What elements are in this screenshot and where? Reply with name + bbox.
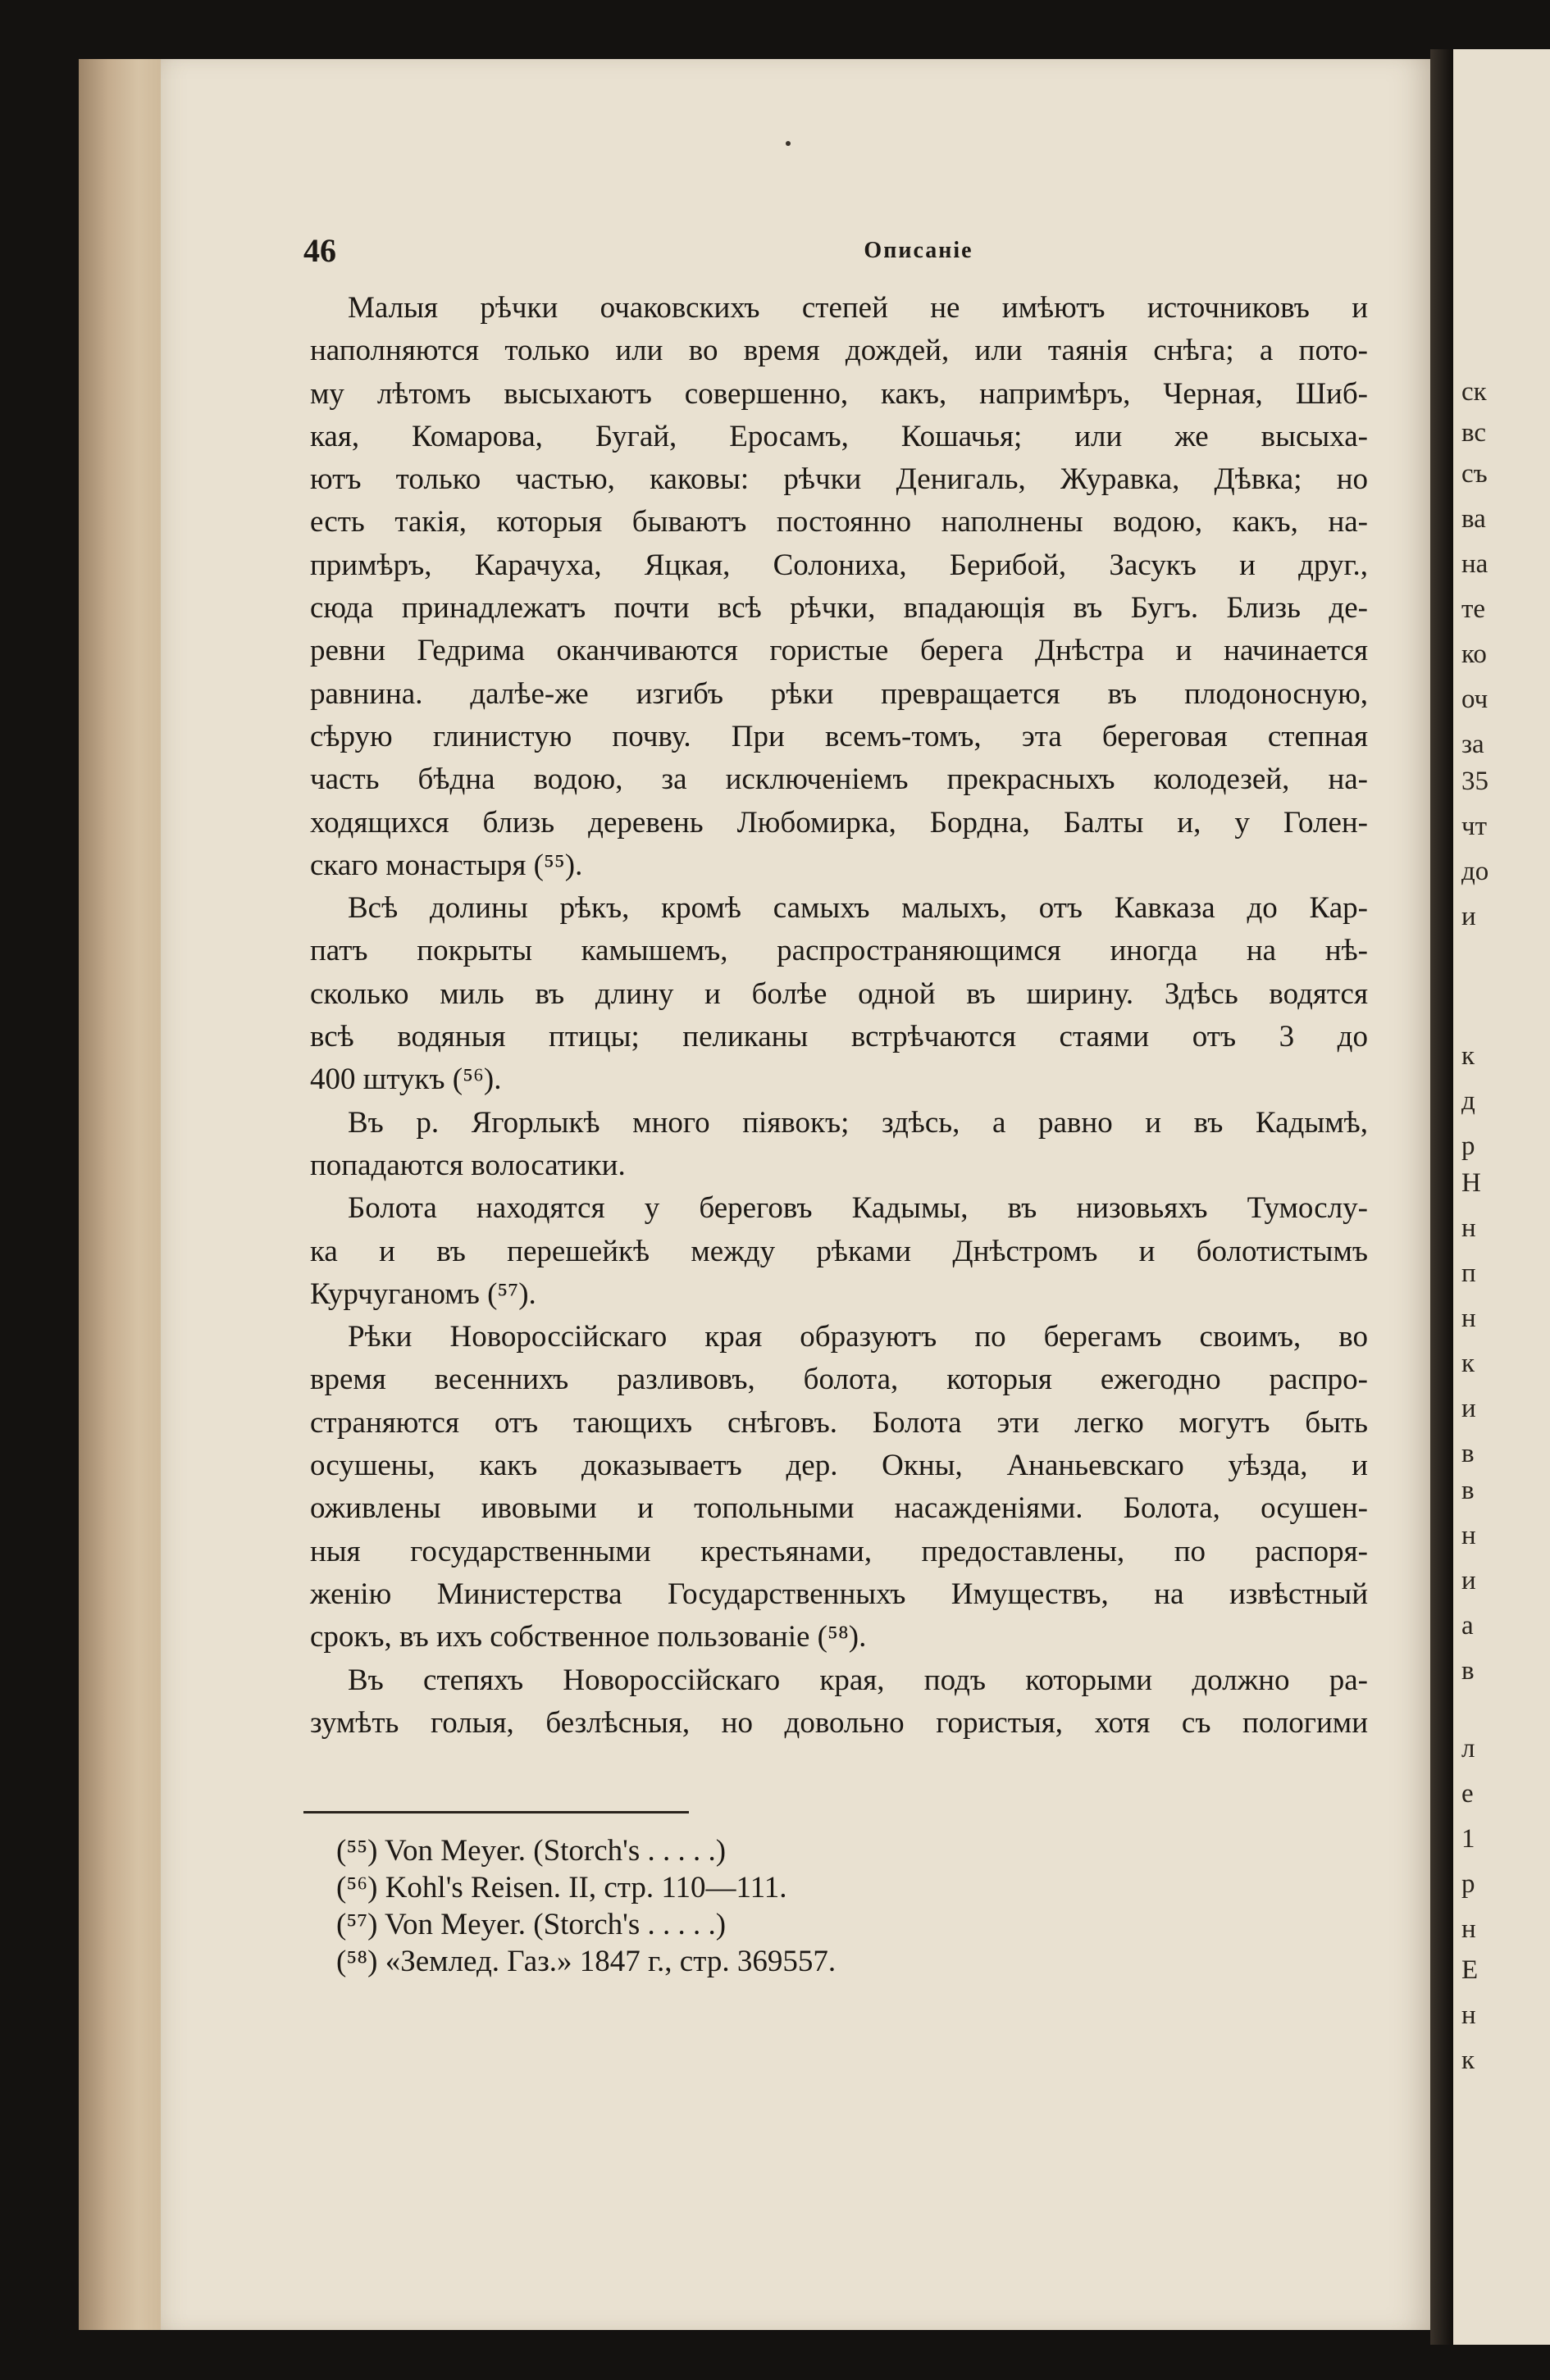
facing-page-text: те xyxy=(1461,594,1486,624)
text-line: ревни Гедрима оканчиваются гористые берега Днѣстра и начинается xyxy=(310,634,1368,668)
facing-page-text: на xyxy=(1461,549,1488,579)
facing-page-text: оч xyxy=(1461,685,1488,714)
text-line: попадаются волосатики. xyxy=(310,1148,626,1182)
facing-page-text: н xyxy=(1461,1213,1476,1243)
text-line: Курчуганомъ (⁵⁷). xyxy=(310,1276,536,1311)
facing-page-text: а xyxy=(1461,1611,1474,1641)
footnote xyxy=(336,1943,1074,1980)
facing-page-text: п xyxy=(1461,1258,1476,1288)
text-line: сюда принадлежатъ почти всѣ рѣчки, впадающiя въ Бугъ. Близь де- xyxy=(310,591,1368,626)
facing-page-text: съ xyxy=(1461,459,1488,489)
footnote-text: Von Meyer. (Storch's . . . . .) xyxy=(385,1834,727,1868)
running-title: Описанiе xyxy=(864,238,973,263)
text-line: му лѣтомъ высыхаютъ совершенно, какъ, напримѣръ, Черная, Шиб- xyxy=(310,376,1368,411)
facing-page-text: и xyxy=(1461,902,1476,931)
facing-page-text: Е xyxy=(1461,1955,1479,1985)
text-line: осушены, какъ доказываетъ дер. Окны, Ананьевскаго уѣзда, и xyxy=(310,1449,1368,1483)
facing-page-text: в xyxy=(1461,1656,1475,1686)
facing-page-text: до xyxy=(1461,857,1489,886)
text-line: Въ степяхъ Новороссiйскаго края, подъ которыми должно ра- xyxy=(348,1663,1368,1697)
body-text xyxy=(310,287,1368,1745)
facing-page-text: чт xyxy=(1461,812,1488,841)
facing-page-text: н xyxy=(1461,2000,1476,2030)
text-line: наполняются только или во время дождей, или таянiя снѣга; а пото- xyxy=(310,334,1368,368)
facing-page-fragment xyxy=(1453,49,1550,2345)
book-gutter xyxy=(1430,49,1455,2345)
text-line: патъ покрыты камышемъ, распространяющимся иногда на нѣ- xyxy=(310,934,1368,968)
footnote-mark: (⁵⁷) xyxy=(336,1908,385,1941)
footnotes xyxy=(336,1832,1074,1980)
text-line: страняются отъ тающихъ снѣговъ. Болота эти легко могутъ быть xyxy=(310,1405,1368,1440)
text-line: равнина. далѣе-же изгибъ рѣки превращается въ плодоносную, xyxy=(310,676,1368,711)
facing-page-text: л xyxy=(1461,1734,1475,1763)
facing-page-text: в xyxy=(1461,1476,1475,1505)
page-number: 46 xyxy=(303,232,336,269)
text-line: сколько миль въ длину и болѣе одной въ ширину. Здѣсь водятся xyxy=(310,976,1368,1011)
footnote-mark: (⁵⁵) xyxy=(336,1834,385,1868)
facing-page-text: е xyxy=(1461,1779,1474,1809)
text-line: ютъ только частью, каковы: рѣчки Денигаль, Журавка, Дѣвка; но xyxy=(310,462,1368,497)
footnote-mark: (⁵⁶) xyxy=(336,1871,385,1904)
footnote xyxy=(336,1869,1074,1906)
ink-speck xyxy=(786,141,791,146)
text-line: Рѣки Новороссiйскаго края образуютъ по берегамъ своимъ, во xyxy=(348,1320,1368,1354)
facing-page-text: р xyxy=(1461,1131,1475,1161)
facing-page-text: н xyxy=(1461,1304,1476,1333)
facing-page-text: д xyxy=(1461,1086,1475,1116)
text-line: Болота находятся у береговъ Кадымы, въ низовьяхъ Тумослу- xyxy=(348,1191,1368,1226)
facing-page-text: за xyxy=(1461,730,1484,759)
facing-page-text: ва xyxy=(1461,504,1486,534)
text-line: срокъ, въ ихъ собственное пользованiе (⁵⁸). xyxy=(310,1620,867,1654)
text-line: кая, Комарова, Бугай, Еросамъ, Кошачья; или же высыха- xyxy=(310,419,1368,453)
facing-page-text: ко xyxy=(1461,639,1487,669)
text-line: ходящихся близь деревень Любомирка, Бордна, Балты и, у Голен- xyxy=(310,805,1368,840)
text-line: сѣрую глинистую почву. При всемъ-томъ, эта береговая степная xyxy=(310,719,1368,753)
text-line: ка и въ перешейкѣ между рѣками Днѣстромъ и болотистымъ xyxy=(310,1234,1368,1268)
footnote-rule xyxy=(303,1811,689,1813)
facing-page-text: н xyxy=(1461,1914,1476,1944)
text-line: есть такiя, которыя бываютъ постоянно наполнены водою, какъ, на- xyxy=(310,505,1368,539)
text-line: Въ р. Ягорлыкѣ много пiявокъ; здѣсь, а равно и въ Кадымѣ, xyxy=(348,1105,1368,1140)
facing-page-text: в xyxy=(1461,1439,1475,1468)
facing-page-text: и xyxy=(1461,1394,1476,1423)
text-line: оживлены ивовыми и топольными насажденiями. Болота, осушен- xyxy=(310,1491,1368,1526)
footnote-text: Von Meyer. (Storch's . . . . .) xyxy=(385,1908,727,1941)
text-line: зумѣть голыя, безлѣсныя, но довольно гористыя, хотя съ пологими xyxy=(310,1705,1368,1740)
facing-page-text: 1 xyxy=(1461,1824,1475,1854)
book-page-edges xyxy=(79,59,164,2330)
text-line: скаго монастыря (⁵⁵). xyxy=(310,848,583,882)
text-line: ныя государственными крестьянами, предоставлены, по распоря- xyxy=(310,1534,1368,1568)
text-line: Малыя рѣчки очаковскихъ степей не имѣютъ источниковъ и xyxy=(348,291,1368,325)
text-line: примѣръ, Карачуха, Яцкая, Солониха, Берибой, Засукъ и друг., xyxy=(310,548,1368,582)
facing-page-text: 35 xyxy=(1461,767,1488,796)
footnote-text: «Землед. Газ.» 1847 г., стр. 369557. xyxy=(385,1945,837,1978)
facing-page-text: ск xyxy=(1461,377,1487,407)
text-line: Всѣ долины рѣкъ, кромѣ самыхъ малыхъ, отъ Кавказа до Кар- xyxy=(348,891,1368,926)
facing-page-text: р xyxy=(1461,1869,1475,1899)
footnote-text: Kohl's Reisen. II, стр. 110—111. xyxy=(385,1871,787,1904)
footnote xyxy=(336,1832,1074,1869)
facing-page-text: н xyxy=(1461,1521,1476,1550)
facing-page-text: к xyxy=(1461,1349,1475,1378)
footnote-mark: (⁵⁸) xyxy=(336,1945,385,1978)
text-line: 400 штукъ (⁵⁶). xyxy=(310,1063,502,1097)
facing-page-text: вс xyxy=(1461,418,1487,448)
text-line: время весеннихъ разливовъ, болота, которыя ежегодно распро- xyxy=(310,1363,1368,1397)
text-line: всѣ водяныя птицы; пеликаны встрѣчаются стаями отъ 3 до xyxy=(310,1020,1368,1054)
footnote xyxy=(336,1906,1074,1943)
facing-page-text: Н xyxy=(1461,1168,1481,1198)
facing-page-text: к xyxy=(1461,1041,1475,1071)
text-line: женiю Министерства Государственныхъ Имуществъ, на извѣстный xyxy=(310,1577,1368,1611)
text-line: часть бѣдна водою, за исключенiемъ прекрасныхъ колодезей, на- xyxy=(310,762,1368,797)
page-header xyxy=(303,231,1361,272)
facing-page-text: к xyxy=(1461,2046,1475,2075)
facing-page-text: и xyxy=(1461,1566,1476,1595)
